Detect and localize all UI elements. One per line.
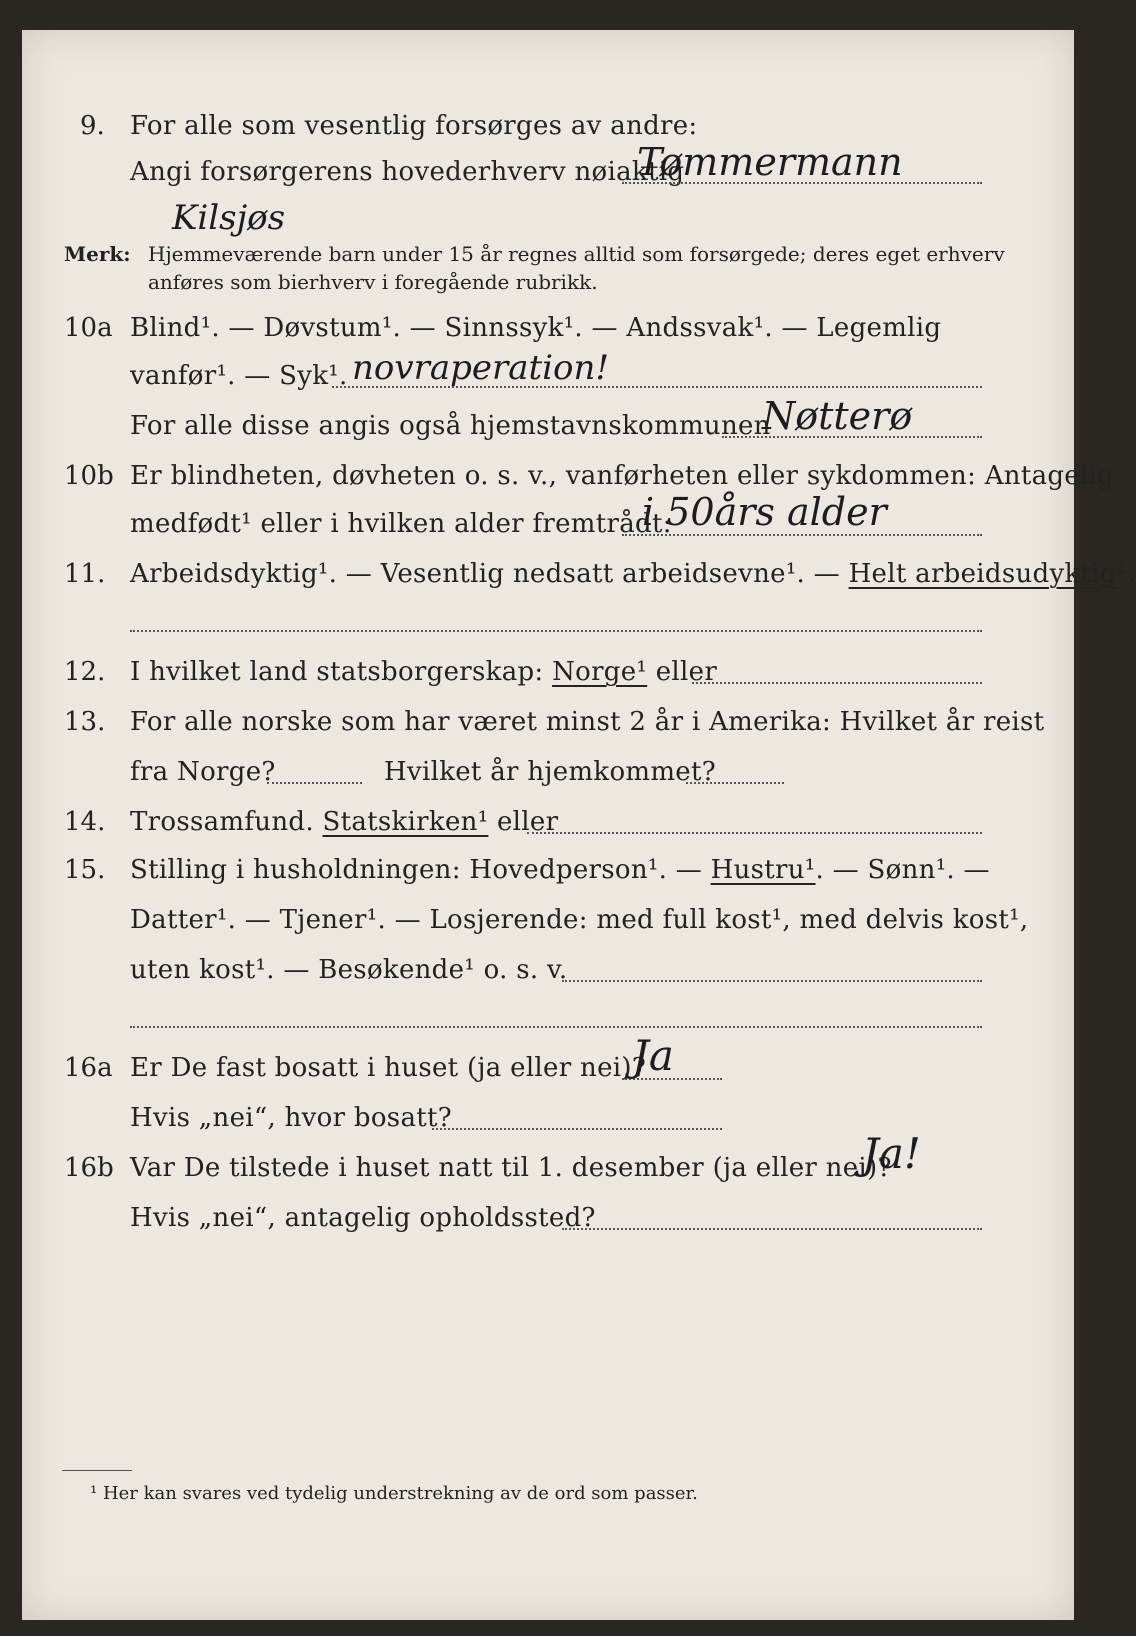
q12-underlined-answer: Norge¹	[552, 657, 648, 687]
q10a-line1: Blind¹. — Døvstum¹. — Sinnssyk¹. — Andssvak¹. — Legemlig	[130, 313, 942, 343]
q10b-handwritten-age: i 50års alder	[642, 490, 887, 534]
q16a-line2: Hvis „nei“, hvor bosatt?	[130, 1103, 452, 1133]
merk-line2: anføres som bierhverv i foregående rubrikk.	[148, 270, 598, 294]
q16a-bosatt-answer-line	[432, 1128, 722, 1130]
q9-line2: Angi forsørgerens hovederhverv nøiaktig	[130, 157, 685, 187]
q12-text-c: eller	[647, 657, 718, 687]
q16b-answer-line	[562, 1228, 982, 1230]
q10a-number: 10a	[64, 313, 113, 343]
q16b-number: 16b	[64, 1153, 114, 1183]
q9-number: 9.	[80, 111, 105, 141]
q10a-line3: For alle disse angis også hjemstavnskommunen	[130, 411, 771, 441]
q10b-line2: medfødt¹ eller i hvilken alder fremtrådt:	[130, 509, 672, 539]
q12-answer-line	[692, 682, 982, 684]
q16a-handwritten-answer: Ja	[632, 1031, 674, 1080]
q10b-line1: Er blindheten, døvheten o. s. v., vanførheten eller sykdommen: Antagelig	[130, 461, 1115, 491]
q10b-number: 10b	[64, 461, 114, 491]
merk-line1: Hjemmeværende barn under 15 år regnes alltid som forsørgede; deres eget erhverv	[148, 242, 1005, 266]
q15-line3: uten kost¹. — Besøkende¹ o. s. v.	[130, 955, 568, 985]
q16a-line1: Er De fast bosatt i huset (ja eller nei)?	[130, 1053, 647, 1083]
q11-number: 11.	[64, 559, 106, 589]
q13-line1: For alle norske som har været minst 2 år i Amerika: Hvilket år reist	[130, 707, 1045, 737]
merk-label: Merk:	[64, 242, 131, 266]
q14-text-c: eller	[488, 807, 559, 837]
q14-underlined-answer: Statskirken¹	[322, 807, 489, 837]
q14-line	[130, 806, 558, 838]
q13-reist-answer-line	[267, 782, 362, 784]
q11-text-a: Arbeidsdyktig¹. — Vesentlig nedsatt arbeidsevne¹. —	[130, 559, 849, 589]
q15-line1	[130, 854, 990, 886]
q14-number: 14.	[64, 807, 106, 837]
q15-text-c: . — Sønn¹. —	[815, 855, 990, 885]
q11-line	[130, 558, 1136, 590]
q14-answer-line	[527, 832, 982, 834]
q13-line2a: fra Norge?	[130, 757, 276, 787]
q13-number: 13.	[64, 707, 106, 737]
q16b-handwritten-answer: Ja!	[862, 1129, 921, 1178]
q15-line2: Datter¹. — Tjener¹. — Losjerende: med full kost¹, med delvis kost¹,	[130, 905, 1029, 935]
q12-text-a: I hvilket land statsborgerskap:	[130, 657, 553, 687]
q10a-handwritten-municipality: Nøtterø	[762, 394, 913, 438]
q16a-number: 16a	[64, 1053, 113, 1083]
q15-extra-line	[130, 1026, 982, 1028]
q9-handwritten-place: Kilsjøs	[172, 198, 286, 238]
q12-number: 12.	[64, 657, 106, 687]
q9-line1: For alle som vesentlig forsørges av andre:	[130, 111, 698, 141]
q10a-line2: vanfør¹. — Syk¹.	[130, 361, 348, 391]
q15-underlined-answer: Hustru¹	[710, 855, 816, 885]
footnote: ¹ Her kan svares ved tydelig understrekning av de ord som passer.	[90, 1483, 698, 1504]
q10a-handwritten-illness: novraperation!	[352, 348, 610, 388]
q14-text-a: Trossamfund.	[130, 807, 323, 837]
q16b-line2: Hvis „nei“, antagelig opholdssted?	[130, 1203, 596, 1233]
q15-number: 15.	[64, 855, 106, 885]
q11-extra-line	[130, 630, 982, 632]
q15-text-a: Stilling i husholdningen: Hovedperson¹. —	[130, 855, 711, 885]
q13-hjemkommet-answer-line	[686, 782, 784, 784]
q10b-answer-line	[622, 534, 982, 536]
q16b-line1: Var De tilstede i huset natt til 1. desember (ja eller nei)?	[130, 1153, 892, 1183]
q15-answer-line	[562, 980, 982, 982]
q9-handwritten-occupation: Tømmermann	[637, 140, 903, 184]
q12-line	[130, 656, 717, 688]
form-page	[22, 30, 1136, 1620]
q11-underlined-answer: Helt arbeidsudyktig	[848, 559, 1117, 589]
q11-text-c: ¹.	[1116, 559, 1136, 589]
footnote-separator	[62, 1470, 132, 1471]
q13-line2b: Hvilket år hjemkommet?	[384, 757, 716, 787]
